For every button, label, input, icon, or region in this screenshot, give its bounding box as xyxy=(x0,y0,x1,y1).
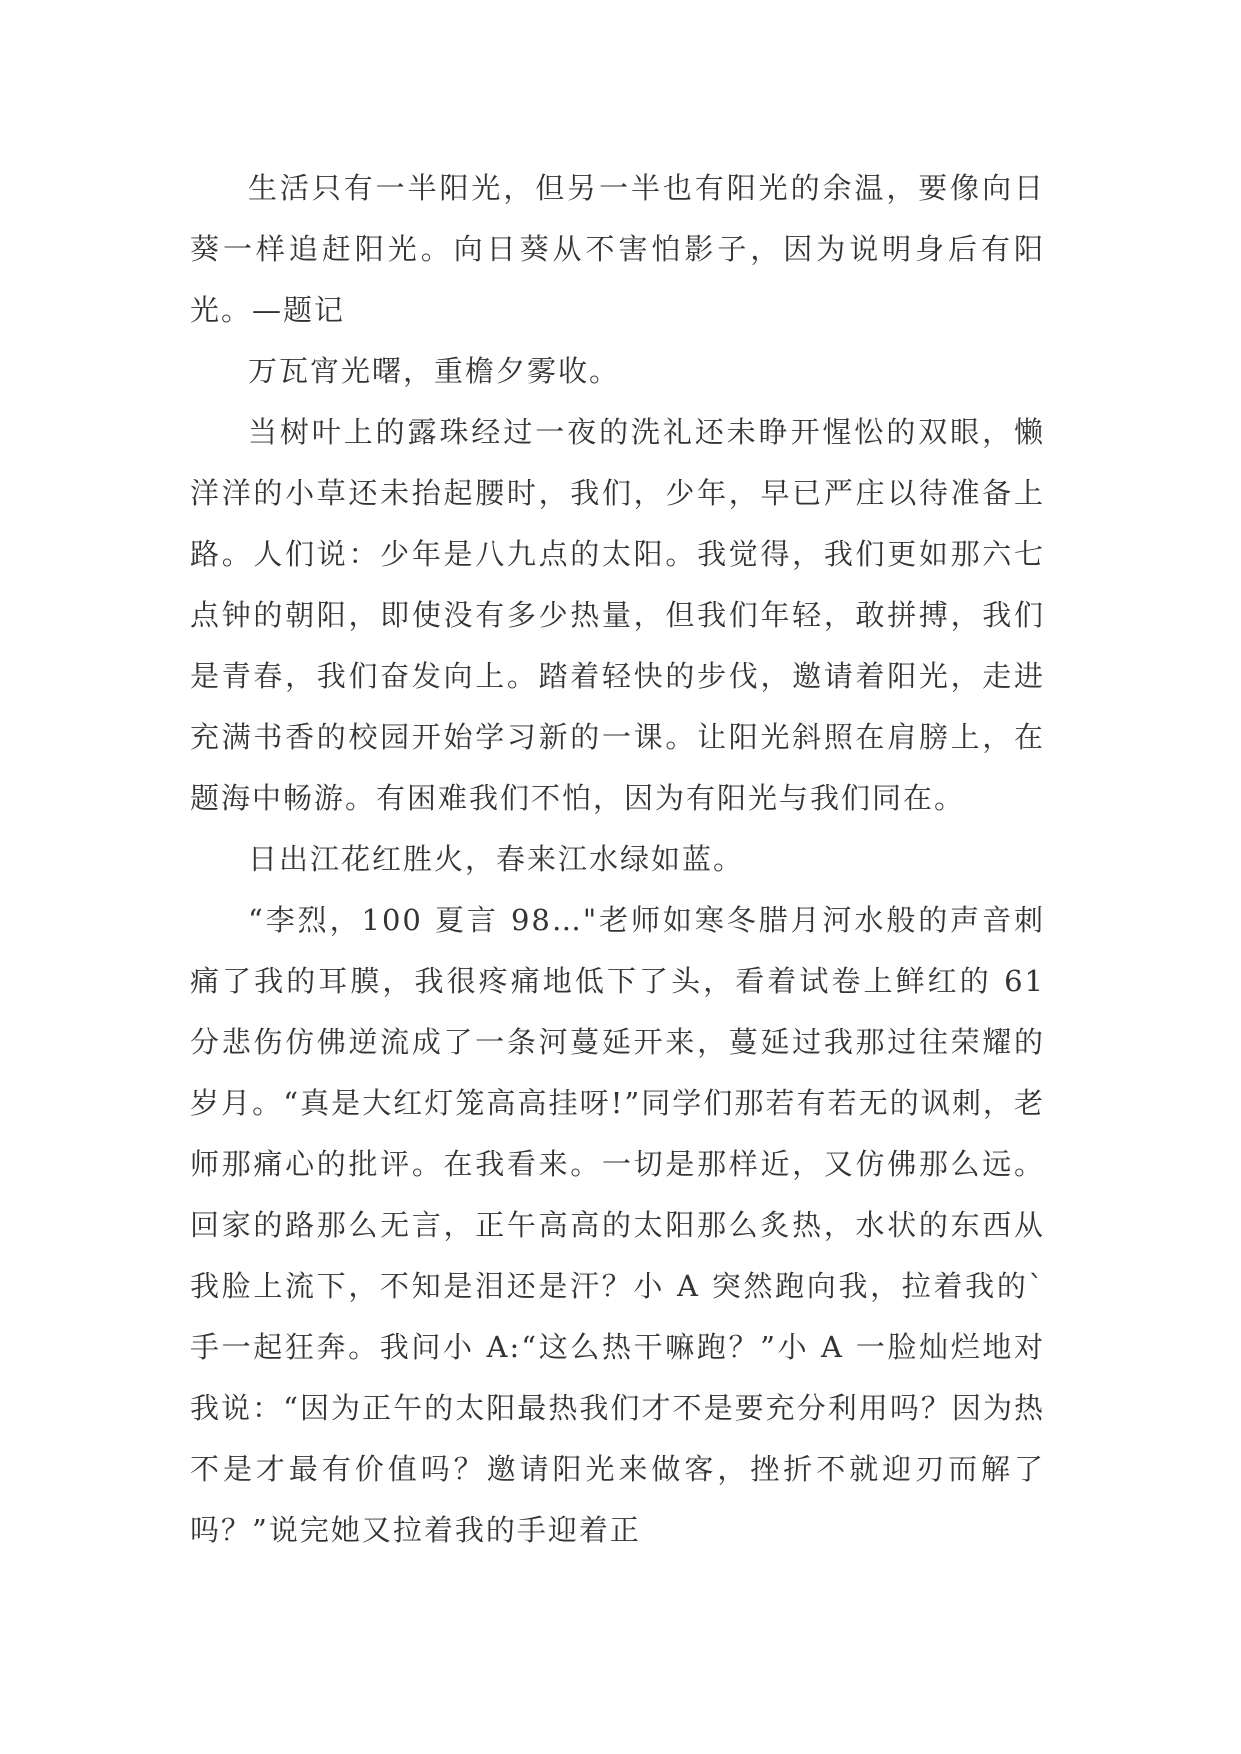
paragraph-verse-2: 日出江花红胜火，春来江水绿如蓝。 xyxy=(248,842,745,876)
paragraph-epigraph: 生活只有一半阳光，但另一半也有阳光的余温，要像向日葵一样追赶阳光。向日葵从不害怕影子，因为说明身后有阳光。—题记 xyxy=(190,171,1045,327)
paragraph-morning: 当树叶上的露珠经过一夜的洗礼还未睁开惺忪的双眼，懒洋洋的小草还未抬起腰时，我们，少年，早已严庄以待准备上路。人们说：少年是八九点的太阳。我觉得，我们更如那六七点钟的朝阳，即使没有多少热量，但我们年轻，敢拼搏，我们是青春，我们奋发向上。踏着轻快的步伐，邀请着阳光，走进充满书香的校园开始学习新的一课。让阳光斜照在肩膀上，在题海中畅游。有困难我们不怕，因为有阳光与我们同在。 xyxy=(190,415,1045,815)
paragraph-verse-1: 万瓦宵光曙，重檐夕雾收。 xyxy=(248,354,621,388)
document-body xyxy=(190,158,1045,1561)
paragraph-noon: “李烈，100 夏言 98…"老师如寒冬腊月河水般的声音刺痛了我的耳膜，我很疼痛地低下了头，看着试卷上鲜红的 61 分悲伤仿佛逆流成了一条河蔓延开来，蔓延过我那过往荣耀的岁月。“真是大红灯笼高高挂呀!”同学们那若有若无的讽刺，老师那痛心的批评。在我看来。一切是那样近，又仿佛那么远。回家的路那么无言，正午高高的太阳那么炙热，水状的东西从我脸上流下，不知是泪还是汗？小 A 突然跑向我，拉着我的`手一起狂奔。我问小 A:“这么热干嘛跑？”小 A 一脸灿烂地对我说：“因为正午的太阳最热我们才不是要充分利用吗？因为热不是才最有价值吗？邀请阳光来做客，挫折不就迎刃而解了吗？”说完她又拉着我的手迎着正 xyxy=(190,903,1045,1547)
